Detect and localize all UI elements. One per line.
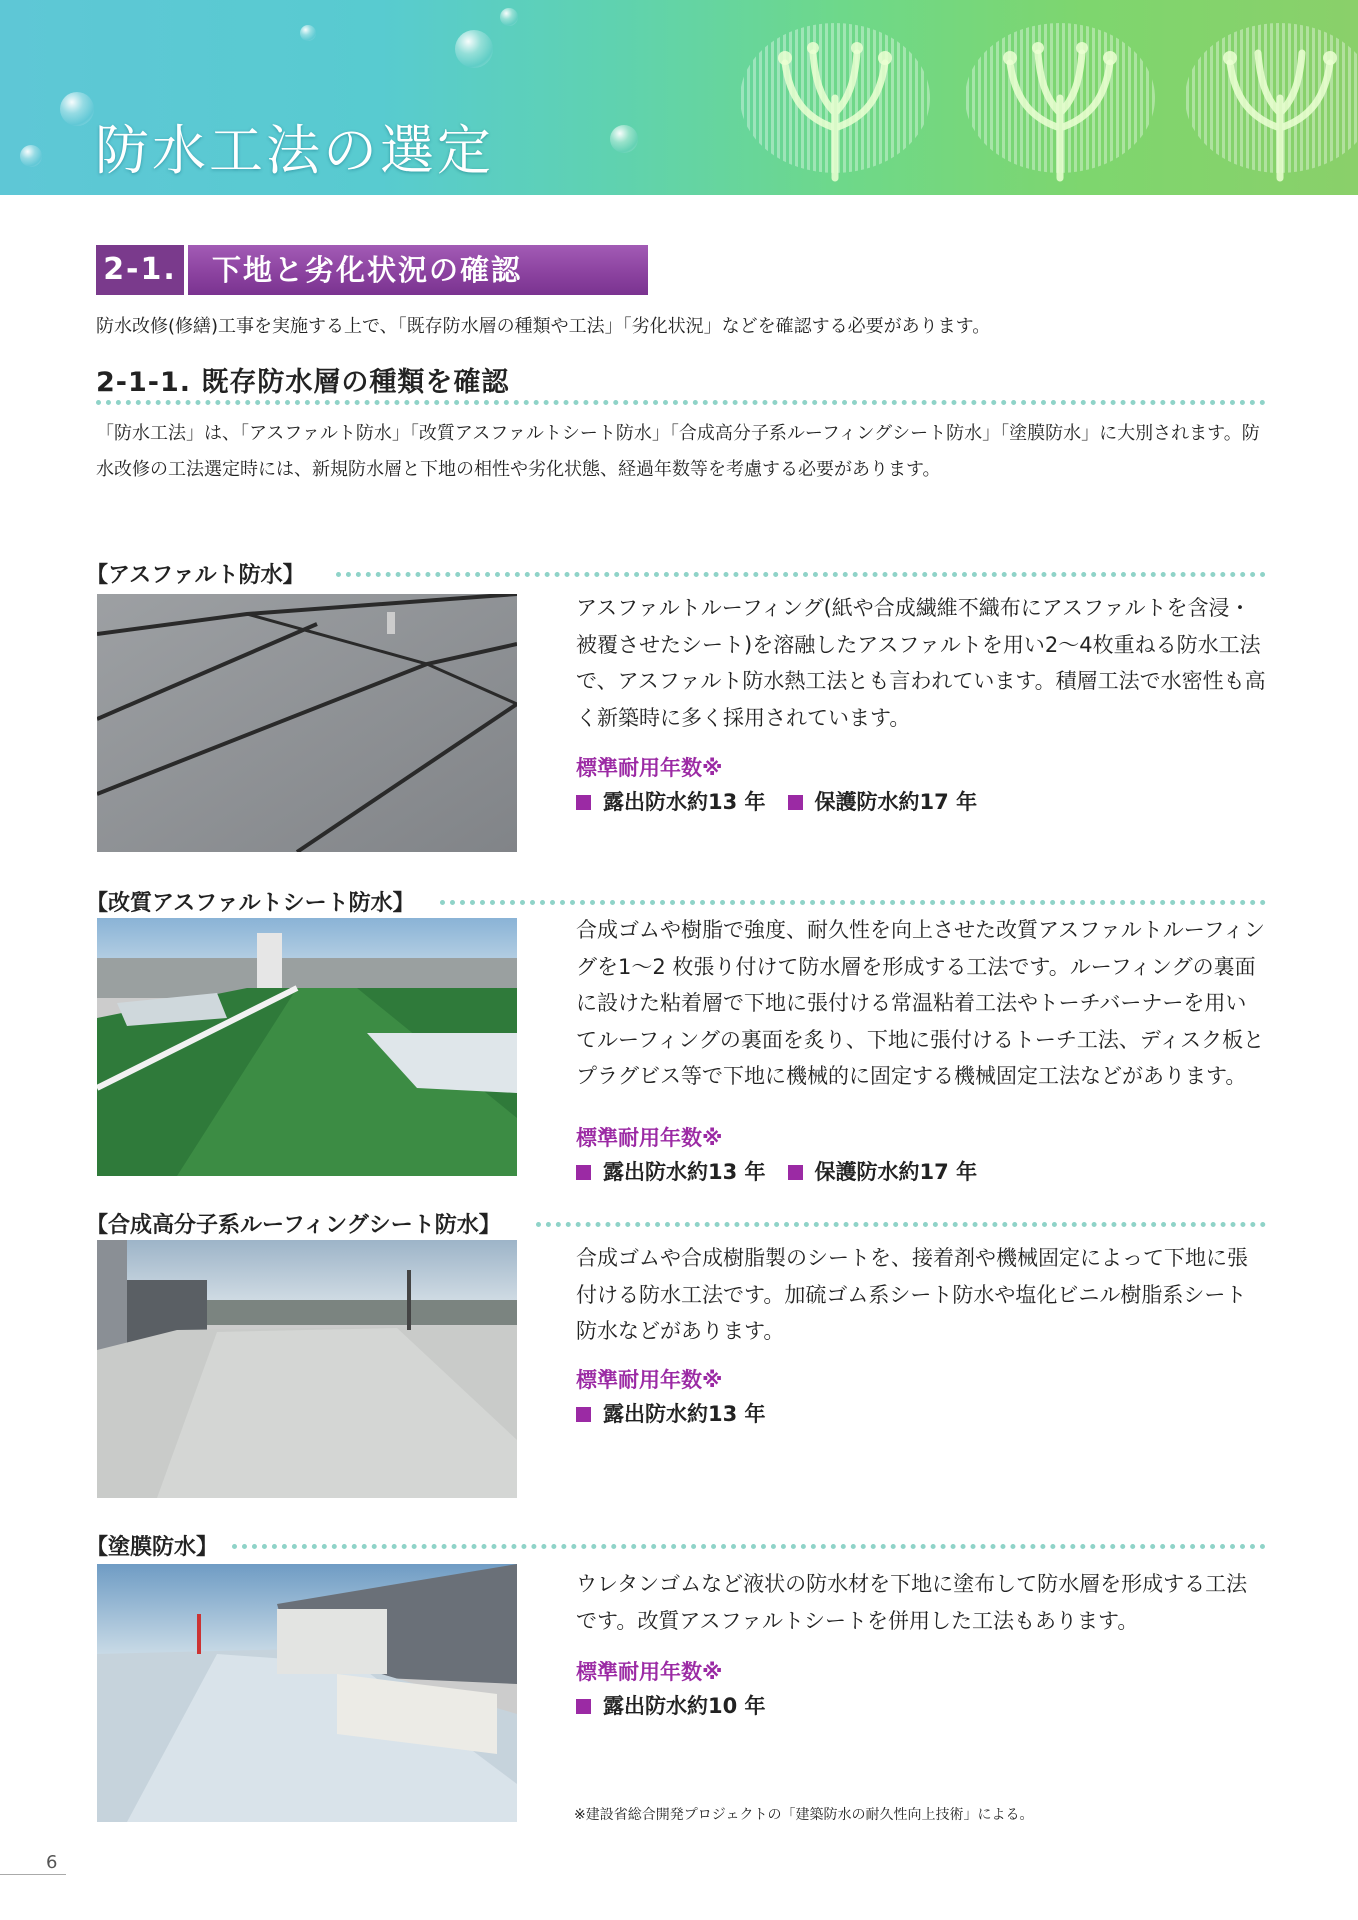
tree-ornament-icon	[735, 18, 935, 188]
section-heading	[96, 245, 648, 295]
square-bullet-icon	[576, 1407, 591, 1422]
method-title: 【改質アスファルトシート防水】	[86, 891, 415, 916]
square-bullet-icon	[788, 795, 803, 810]
water-droplet	[60, 92, 94, 126]
page-title: 防水工法の選定	[95, 119, 494, 182]
durability-label: 標準耐用年数※	[576, 1660, 723, 1684]
section-intro: 防水改修(修繕)工事を実施する上で、「既存防水層の種類や工法」「劣化状況」などを確認する必要があります。	[96, 316, 991, 337]
method-description: 合成ゴムや合成樹脂製のシートを、接着剤や機械固定によって下地に張付ける防水工法です。加硫ゴム系シート防水や塩化ビニル樹脂系シート防水などがあります。	[576, 1246, 1248, 1343]
method-description: ウレタンゴムなど液状の防水材を下地に塗布して防水層を形成する工法です。改質アスファルトシートを併用した工法もあります。	[576, 1572, 1248, 1633]
square-bullet-icon	[788, 1165, 803, 1180]
method-title: 【アスファルト防水】	[86, 563, 305, 588]
durability-label: 標準耐用年数※	[576, 1368, 723, 1392]
header-banner	[0, 0, 1358, 195]
dotted-divider	[336, 572, 1266, 577]
modified-asphalt-roof-photo	[97, 918, 517, 1176]
durability-values: 露出防水約10 年	[576, 1690, 766, 1720]
square-bullet-icon	[576, 795, 591, 810]
water-droplet	[500, 8, 518, 26]
subsection-title: 2-1-1. 既存防水層の種類を確認	[96, 367, 510, 398]
page-number: 6	[46, 1852, 58, 1873]
durability-values: 露出防水約13 年 保護防水約17 年	[576, 1156, 977, 1186]
dotted-divider	[96, 400, 1266, 405]
water-droplet	[455, 30, 493, 68]
coating-roof-photo	[97, 1564, 517, 1822]
durability-label: 標準耐用年数※	[576, 1126, 723, 1150]
polymer-sheet-roof-photo	[97, 1240, 517, 1498]
dotted-divider	[440, 900, 1266, 905]
dotted-divider	[536, 1222, 1266, 1227]
method-title: 【合成高分子系ルーフィングシート防水】	[86, 1213, 501, 1238]
asphalt-roof-photo	[97, 594, 517, 852]
method-description: アスファルトルーフィング(紙や合成繊維不織布にアスファルトを含浸・被覆させたシート)を溶融したアスファルトを用い2～4枚重ねる防水工法で、アスファルト防水熱工法とも言われています。積層工法で水密性も高く新築時に多く採用されています。	[576, 596, 1266, 730]
water-droplet	[610, 125, 638, 153]
durability-label: 標準耐用年数※	[576, 756, 723, 780]
subsection-body: 「防水工法」は、「アスファルト防水」「改質アスファルトシート防水」「合成高分子系ルーフィングシート防水」「塗膜防水」に大別されます。防水改修の工法選定時には、新規防水層と下地の相性や劣化状態、経過年数等を考慮する必要があります。	[96, 423, 1260, 480]
water-droplet	[20, 145, 42, 167]
page-number-rule	[0, 1874, 66, 1875]
durability-values: 露出防水約13 年	[576, 1398, 766, 1428]
dotted-divider	[232, 1544, 1266, 1549]
method-title: 【塗膜防水】	[86, 1535, 219, 1560]
section-title: 下地と劣化状況の確認	[188, 245, 648, 295]
tree-ornament-icon	[960, 18, 1160, 188]
tree-ornament-icon	[1180, 18, 1358, 188]
method-description: 合成ゴムや樹脂で強度、耐久性を向上させた改質アスファルトルーフィングを1～2 枚張り付けて防水層を形成する工法です。ルーフィングの裏面に設けた粘着層で下地に張付ける常温粘着工法やトーチバーナーを用いてルーフィングの裏面を炙り、下地に張付けるトーチ工法、ディスク板とプラグビス等で下地に機械的に固定する機械固定工法などがあります。	[576, 918, 1266, 1088]
square-bullet-icon	[576, 1165, 591, 1180]
water-droplet	[300, 25, 316, 41]
square-bullet-icon	[576, 1699, 591, 1714]
durability-values: 露出防水約13 年 保護防水約17 年	[576, 786, 977, 816]
footnote: ※建設省総合開発プロジェクトの「建築防水の耐久性向上技術」による。	[574, 1807, 1034, 1823]
section-number: 2-1.	[96, 245, 184, 295]
